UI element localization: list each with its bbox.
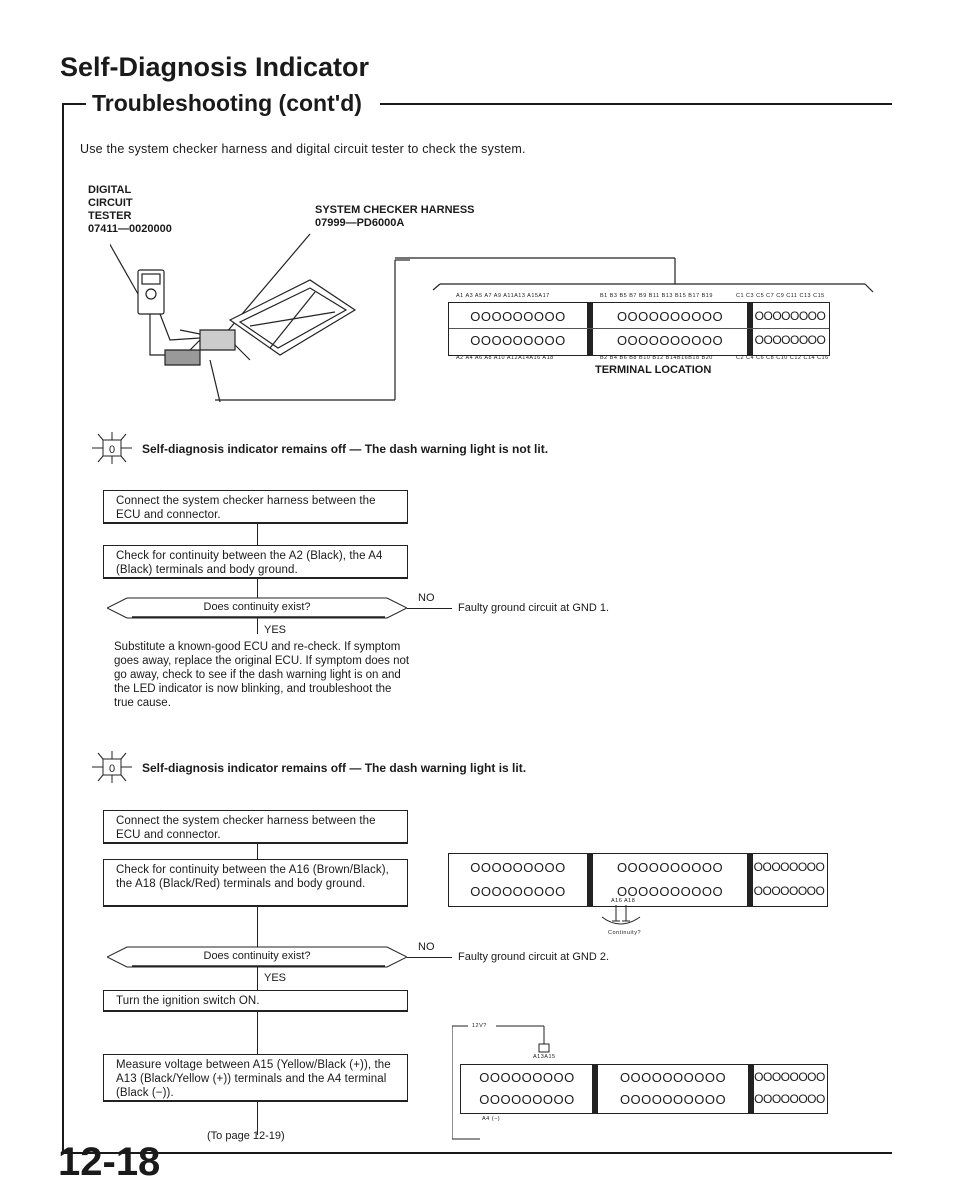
connector-a-row1: OOOOOOOOO <box>470 309 566 324</box>
bottom-rule <box>62 1152 892 1154</box>
tester-harness-illustration <box>110 230 410 430</box>
connector-c-row1: OOOOOOOO <box>754 309 826 323</box>
fig2-c-row2: OOOOOOOO <box>754 1092 825 1106</box>
s1-decision-text: Does continuity exist? <box>203 601 311 613</box>
connector-b-row1: OOOOOOOOOO <box>616 309 724 324</box>
terminal-connector <box>448 302 830 356</box>
pin-label-bottom-b: B2 B4 B6 B8 B10 B12 B14B16B18 B20 <box>600 355 713 361</box>
fig1-caption: Continuity? <box>608 930 642 936</box>
fig1-pin-label: A16 A18 <box>611 898 636 904</box>
section2-heading: Self-diagnosis indicator remains off — The dash warning light is lit. <box>142 761 527 775</box>
pin-label-bottom-c: C2 C4 C6 C8 C10 C12 C14 C16 <box>736 355 829 361</box>
s1-step-connect: Connect the system checker harness between the ECU and connector. <box>103 490 408 524</box>
s1-yes-text: Substitute a known-good ECU and re-check. If symptom goes away, replace the original ECU. If symptom does not go away, check to see if the dash warning light is on and the LED indicator is now blinking, and troubleshoot the true cause. <box>114 641 410 709</box>
fig2-a-row1: OOOOOOOOO <box>479 1070 575 1085</box>
tester-label: DIGITAL CIRCUIT TESTER 07411—0020000 <box>88 184 172 235</box>
fig2-a-row2: OOOOOOOOO <box>479 1092 575 1107</box>
page-title: Self-Diagnosis Indicator <box>60 52 370 82</box>
s2-no-result: Faulty ground circuit at GND 2. <box>458 951 610 963</box>
harness-label: SYSTEM CHECKER HARNESS 07999—PD6000A <box>315 204 475 229</box>
s2-step-connect: Connect the system checker harness between the ECU and connector. <box>103 810 408 844</box>
page-number: 12-18 <box>58 1140 161 1184</box>
s2-step-ignition: Turn the ignition switch ON. <box>103 990 408 1012</box>
pin-label-top-c: C1 C3 C5 C7 C9 C11 C13 C15 <box>736 293 825 299</box>
connector-divider-1 <box>587 303 593 355</box>
s1-no-result: Faulty ground circuit at GND 1. <box>458 602 610 614</box>
intro-text: Use the system checker harness and digital circuit tester to check the system. <box>80 142 526 156</box>
fig1-b-row1: OOOOOOOOOO <box>616 860 724 875</box>
pin-label-bottom-a: A2 A4 A6 A8 A10 A12A14A16 A18 <box>456 355 554 361</box>
s2-yes-label: YES <box>264 972 287 984</box>
pin-label-top-a: A1 A3 A5 A7 A9 A11A13 A15A17 <box>456 293 550 299</box>
s1-no-line <box>407 608 452 609</box>
pin-label-top-b: B1 B3 B5 B7 B9 B11 B13 B15 B17 B19 <box>600 293 713 299</box>
fig2-pins: A13A15 <box>533 1054 556 1060</box>
subtitle-rule <box>380 103 892 105</box>
subtitle-tick <box>62 103 86 105</box>
s2-decision-text: Does continuity exist? <box>203 950 311 962</box>
indicator-digit: 0 <box>108 444 116 456</box>
s1-yes-label: YES <box>264 624 287 636</box>
fig2-divider-1 <box>592 1065 598 1113</box>
section-subtitle: Troubleshooting (cont'd) <box>92 90 362 116</box>
s2-step-measure: Measure voltage between A15 (Yellow/Black (+)), the A13 (Black/Yellow (+)) terminals and the A4 terminal (Black (−)). <box>103 1054 408 1102</box>
fig1-c-row1: OOOOOOOO <box>753 860 825 874</box>
connector-mid-line <box>449 328 829 329</box>
s2-connector-fig2 <box>460 1064 828 1114</box>
s2-no-line <box>407 957 452 958</box>
fig2-label-bottom: A4 (−) <box>482 1116 501 1122</box>
s2-step-check: Check for continuity between the A16 (Brown/Black), the A18 (Black/Red) terminals and body ground. <box>103 859 408 907</box>
s2-continue: (To page 12-19) <box>207 1130 285 1142</box>
fig1-c-row2: OOOOOOOO <box>753 884 825 898</box>
s1-no-label: NO <box>418 592 435 604</box>
connector-b-row2: OOOOOOOOOO <box>616 333 724 348</box>
fig2-c-row1: OOOOOOOO <box>754 1070 825 1084</box>
s1-step-check: Check for continuity between the A2 (Black), the A4 (Black) terminals and body ground. <box>103 545 408 579</box>
indicator-off-icon <box>92 432 132 464</box>
fig1-b-row2: OOOOOOOOOO <box>616 884 724 899</box>
s2-no-label: NO <box>418 941 435 953</box>
indicator-digit-2: 0 <box>108 763 116 775</box>
connector-a-row2: OOOOOOOOO <box>470 333 566 348</box>
left-margin-rule <box>62 103 64 1153</box>
section1-heading: Self-diagnosis indicator remains off — The dash warning light is not lit. <box>142 442 549 456</box>
fig2-b-row1: OOOOOOOOOO <box>619 1070 727 1085</box>
fig2-label-top: 12V? <box>472 1023 487 1029</box>
fig1-a-row1: OOOOOOOOO <box>470 860 566 875</box>
fig2-b-row2: OOOOOOOOOO <box>619 1092 727 1107</box>
indicator-off-icon-2 <box>92 751 132 783</box>
connector-c-row2: OOOOOOOO <box>754 333 826 347</box>
terminal-location-label: TERMINAL LOCATION <box>595 364 712 376</box>
fig1-a-row2: OOOOOOOOO <box>470 884 566 899</box>
